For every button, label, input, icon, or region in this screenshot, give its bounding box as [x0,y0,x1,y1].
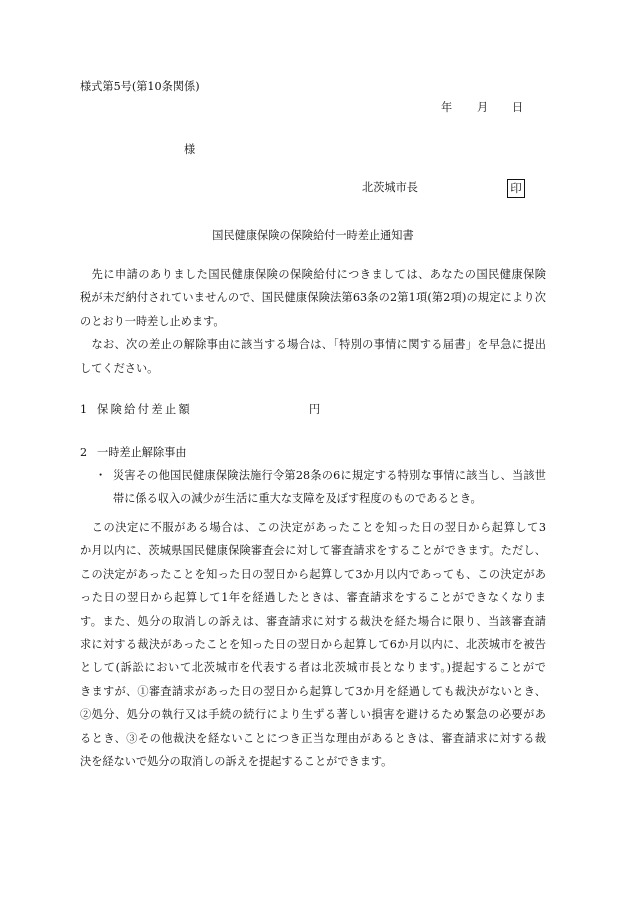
seal-mark: 印 [510,181,522,195]
appeal-line: った日の翌日から起算して1年を経過したときは、審査請求をすることができなくなりま [80,591,546,605]
appeal-line: 求に対する裁決があったことを知った日の翌日から起算して6か月以内に、北茨城市を被告 [80,637,546,651]
appeal-line: この決定に不服がある場合は、この決定があったことを知った日の翌日から起算して3 [80,521,546,534]
release-reason-text [113,464,546,511]
date-day-label: 日 [512,101,524,114]
intro-line: なお、次の差止の解除事由に該当する場合は、「特別の事情に関する届書」を早急に提出 [80,338,546,352]
intro-line: してください。 [80,361,159,375]
bullet-mark: ・ [95,469,107,482]
appeal-line: ②処分、処分の執行又は手続の続行により生ずる著しい損害を避けるため緊急の必要があ [80,708,546,722]
appeal-paragraph [80,516,546,773]
addressee-suffix: 様 [184,143,196,156]
appeal-line: として(訴訟において北茨城市を代表する者は北茨城市長となります。)提起することがで [80,661,546,675]
item-1-unit: 円 [309,403,321,416]
release-reason-line: 帯に係る収入の減少が生活に重大な支障を及ぼす程度のものであるとき。 [113,492,482,506]
item-2-label: 一時差止解除事由 [97,446,187,459]
release-reason-line: 災害その他国民健康保険法施行令第28条の6に規定する特別な事情に該当し、当該世 [113,469,546,482]
intro-line: 税が未だ納付されていませんので、国民健康保険法第63条の2第1項(第2項)の規定により次 [80,291,546,305]
intro-line: のとおり一時差し止めます。 [80,314,225,328]
intro-line: 先に申請のありました国民健康保険の保険給付につきましては、あなたの国民健康保険 [80,268,546,281]
item-1-number: 1 [80,403,88,416]
item-2-number: 2 [80,446,88,459]
appeal-line: この決定があったことを知った日の翌日から起算して3か月以内であっても、この決定があ [80,567,546,581]
appeal-line: 決を経ないで処分の取消しの訴えを提起することができます。 [80,754,393,768]
document-title: 国民健康保険の保険給付一時差止通知書 [212,229,414,242]
appeal-line: か月以内に、茨城県国民健康保険審査会に対して審査請求をすることができます。ただし、 [80,544,546,558]
intro-paragraph [80,263,546,380]
date-month-label: 月 [477,101,489,114]
item-1-label: 保険給付差止額 [97,403,193,416]
appeal-line: るとき、③その他裁決を経ないことにつき正当な理由があるときは、審査請求に対する裁 [80,731,546,745]
date-year-label: 年 [441,101,453,114]
appeal-line: す。また、処分の取消しの訴えは、審査請求に対する裁決を経た場合に限り、当該審査請 [80,614,546,628]
issuer-name: 北茨城市長 [362,181,418,194]
appeal-line: きますが、①審査請求があった日の翌日から起算して3か月を経過しても裁決がないとき、 [80,684,546,698]
seal-box [507,179,525,198]
form-number: 様式第5号(第10条関係) [80,80,200,93]
